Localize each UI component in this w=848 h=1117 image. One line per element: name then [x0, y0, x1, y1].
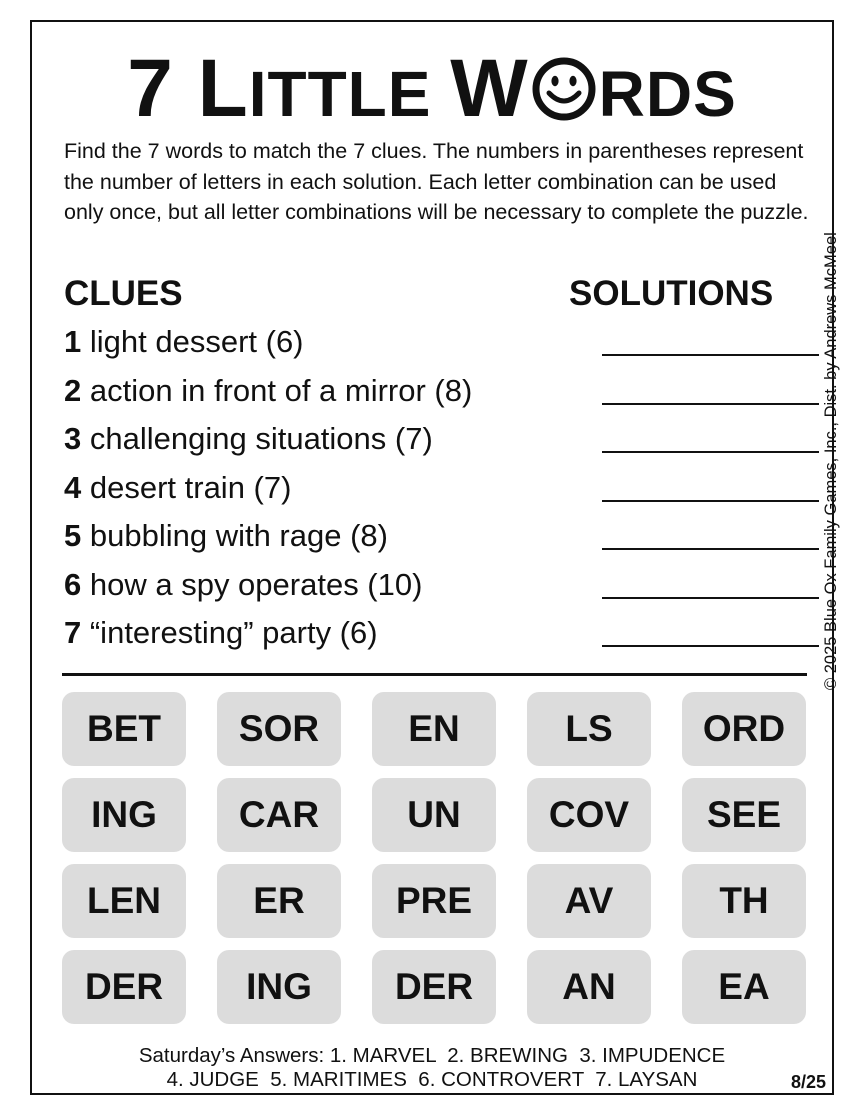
smiley-face-icon [531, 54, 597, 120]
clue-row [64, 419, 804, 468]
clue-text [64, 421, 433, 457]
puzzle-frame [30, 20, 840, 1095]
clue-row [64, 565, 804, 614]
clue-text [64, 518, 388, 554]
letter-tile[interactable]: ER [217, 864, 341, 938]
title-letter: W [450, 43, 529, 134]
solution-blank[interactable] [602, 354, 819, 356]
title-letter: L [197, 43, 249, 134]
letter-tile[interactable]: LS [527, 692, 651, 766]
clue-number: 4 [64, 469, 82, 505]
letter-tile[interactable]: ING [217, 950, 341, 1024]
clue-description: how a spy operates (10) [81, 566, 423, 602]
letter-tile[interactable]: UN [372, 778, 496, 852]
clue-text [64, 615, 378, 651]
instructions: Find the 7 words to match the 7 clues. The numbers in parentheses represent the number of letters in each solution. Each letter combination can be used only once, but all letter combinations will be necessary to complete the puzzle. [64, 139, 809, 224]
solution-blank[interactable] [602, 548, 819, 550]
clue-text [64, 567, 422, 603]
letter-tile-grid [62, 692, 808, 1024]
answers-line-1: Saturday’s Answers: 1. MARVEL 2. BREWING 3. IMPUDENCE [138, 1044, 726, 1067]
solutions-header: SOLUTIONS [569, 274, 774, 313]
clue-number: 1 [64, 324, 82, 359]
solution-blank[interactable] [602, 403, 819, 405]
letter-tile[interactable]: AV [527, 864, 651, 938]
clue-number: 7 [64, 615, 82, 650]
title-smallcaps: RDS [598, 58, 737, 130]
letter-tile[interactable]: EN [372, 692, 496, 766]
letter-tile[interactable]: PRE [372, 864, 496, 938]
clue-row [64, 516, 804, 565]
solution-blank[interactable] [602, 500, 819, 502]
answers-line-2: 4. JUDGE 5. MARITIMES 6. CONTROVERT 7. LAYSAN [166, 1068, 698, 1091]
letter-tile[interactable]: CAR [217, 778, 341, 852]
clue-text [64, 324, 304, 360]
puzzle-title [32, 43, 832, 134]
letter-tile[interactable]: SOR [217, 692, 341, 766]
clue-row [64, 322, 804, 371]
section-divider [62, 673, 807, 676]
clue-number: 3 [64, 421, 82, 456]
letter-tile[interactable]: BET [62, 692, 186, 766]
letter-tile[interactable]: LEN [62, 864, 186, 938]
solution-blank[interactable] [602, 597, 819, 599]
letter-tile[interactable]: EA [682, 950, 806, 1024]
clue-description: desert train (7) [81, 469, 292, 505]
clue-description: light dessert (6) [81, 324, 304, 359]
letter-tile[interactable]: TH [682, 864, 806, 938]
clue-list [64, 322, 804, 662]
clue-row [64, 613, 804, 662]
title-smallcaps: ITTLE [248, 58, 451, 130]
letter-tile[interactable]: SEE [682, 778, 806, 852]
solution-blank[interactable] [602, 645, 819, 647]
clue-text [64, 373, 472, 409]
clue-row [64, 468, 804, 517]
letter-tile[interactable]: DER [62, 950, 186, 1024]
letter-tile[interactable]: DER [372, 950, 496, 1024]
title-number: 7 [127, 43, 198, 134]
copyright-notice: © 2025 Blue Ox Family Games, Inc., Dist. by Andrews McMeel [822, 232, 840, 690]
previous-answers [32, 1044, 832, 1092]
clue-number: 6 [64, 566, 82, 602]
clue-number: 5 [64, 518, 82, 553]
letter-tile[interactable]: AN [527, 950, 651, 1024]
clue-description: “interesting” party (6) [81, 615, 378, 650]
clues-header: CLUES [64, 274, 183, 313]
letter-tile[interactable]: ING [62, 778, 186, 852]
clue-number: 2 [64, 372, 82, 408]
clue-description: bubbling with rage (8) [81, 518, 388, 553]
letter-tile[interactable]: ORD [682, 692, 806, 766]
clue-description: challenging situations (7) [81, 421, 433, 456]
clue-text [64, 470, 291, 506]
letter-tile[interactable]: COV [527, 778, 651, 852]
solution-blank[interactable] [602, 451, 819, 453]
clue-description: action in front of a mirror (8) [81, 372, 473, 408]
clue-row [64, 371, 804, 420]
puzzle-date: 8/25 [790, 1072, 826, 1092]
